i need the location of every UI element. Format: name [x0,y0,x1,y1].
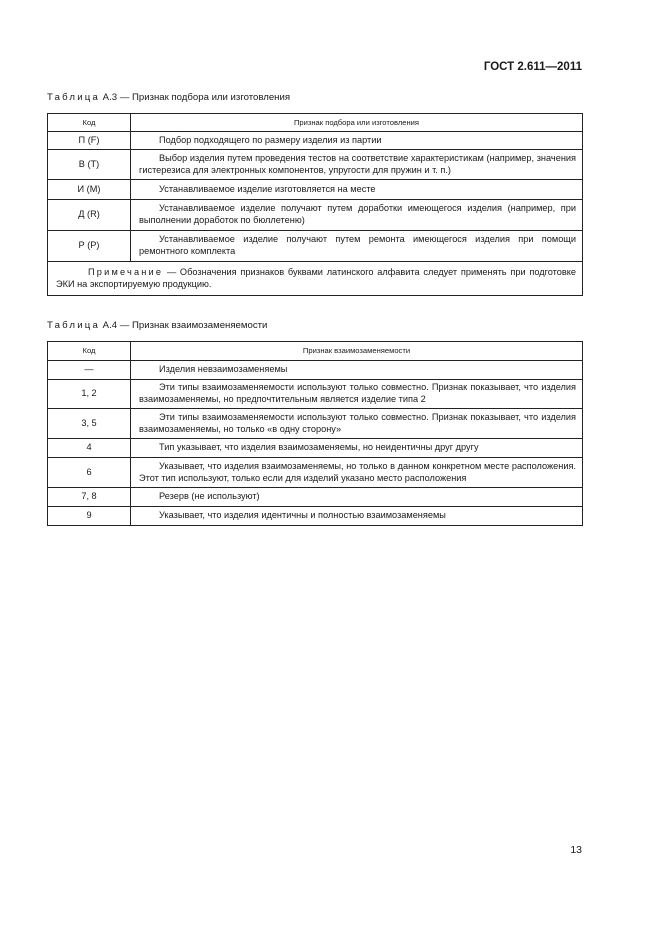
cell-text: Устанавливаемое изделие получают путем доработки имеющегося изделия (например, при выполнении доработок по бюллетеню) [139,203,576,225]
note-word: Примечание [88,266,164,277]
table-row [48,458,583,488]
column-header-code: Код [48,342,131,361]
cell-description [131,200,583,231]
cell-code: Д (R) [48,200,131,231]
cell-text: Выбор изделия путем проведения тестов на соответствие характеристикам (например, значения гистерезиса для электронных компонентов, упругости для пружин и т. п.) [139,152,576,175]
cell-code: 7, 8 [48,488,131,507]
column-header-sign: Признак подбора или изготовления [131,114,583,132]
cell-text: Резерв (не используют) [159,491,260,502]
cell-description [131,361,583,380]
table-a4-caption-text: А.4 — Признак взаимозаменяемости [100,320,268,331]
table-row [48,200,583,231]
cell-description [131,488,583,507]
table-a3 [47,113,583,296]
cell-code: 4 [48,439,131,458]
cell-text: Эти типы взаимозаменяемости используют только совместно. Признак показывает, что изделия взаимозаменяемы, но предпочтительным является изделие типа 2 [139,382,576,404]
table-row [48,231,583,262]
table-row [48,180,583,200]
cell-text: Указывает, что изделия взаимозаменяемы, но только в данном конкретном месте расположения. Этот тип используют, только если для изделий указано место расположения [139,460,576,483]
cell-code: В (T) [48,150,131,180]
cell-description [131,439,583,458]
note-text [56,267,576,291]
cell-code: И (M) [48,180,131,200]
cell-code: — [48,361,131,380]
cell-text: Устанавливаемое изделие получают путем ремонта имеющегося изделия при помощи ремонтного комплекта [139,234,576,256]
table-row [48,488,583,507]
table-row [48,150,583,180]
table-a4 [47,341,583,526]
table-a3-caption-text: А.3 — Признак подбора или изготовления [100,92,291,103]
column-header-code: Код [48,114,131,132]
table-note-row [48,262,583,296]
cell-text: Изделия невзаимозаменяемы [159,364,288,375]
cell-code: 3, 5 [48,409,131,439]
cell-code: 6 [48,458,131,488]
table-a4-caption-word: Таблица [47,320,101,331]
page-number: 13 [570,844,582,856]
column-header-interchangeability: Признак взаимозаменяемости [131,342,583,361]
cell-description [131,231,583,262]
table-row [48,361,583,380]
cell-code: 1, 2 [48,380,131,409]
document-code: ГОСТ 2.611—2011 [483,61,582,73]
cell-text: Эти типы взаимозаменяемости используют только совместно. Признак показывает, что изделия взаимозаменяемы, но только «в одну сторону» [139,411,576,434]
table-a3-caption-word: Таблица [47,92,101,103]
table-header-row [48,342,583,361]
cell-description [131,180,583,200]
cell-description [131,150,583,180]
cell-text: Подбор подходящего по размеру изделия из партии [159,134,382,145]
table-row [48,132,583,150]
table-a4-caption [47,320,267,331]
cell-description [131,507,583,526]
table-header-row [48,114,583,132]
table-a3-caption [47,92,290,103]
cell-description [131,458,583,488]
table-row [48,439,583,458]
table-row [48,409,583,439]
cell-text: Указывает, что изделия идентичны и полностью взаимозаменяемы [159,510,446,521]
table-row [48,380,583,409]
cell-description [131,409,583,439]
cell-code: П (F) [48,132,131,150]
cell-text: Тип указывает, что изделия взаимозаменяемы, но неидентичны друг другу [159,442,479,453]
table-note [48,262,583,296]
cell-code: 9 [48,507,131,526]
cell-text: Устанавливаемое изделие изготовляется на месте [159,183,376,194]
note-body: — Обозначения признаков буквами латинского алфавита следует применять при подготовке ЭКИ на экспортируемую продукцию. [56,266,576,289]
cell-description [131,380,583,409]
cell-description [131,132,583,150]
cell-code: Р (P) [48,231,131,262]
table-row [48,507,583,526]
